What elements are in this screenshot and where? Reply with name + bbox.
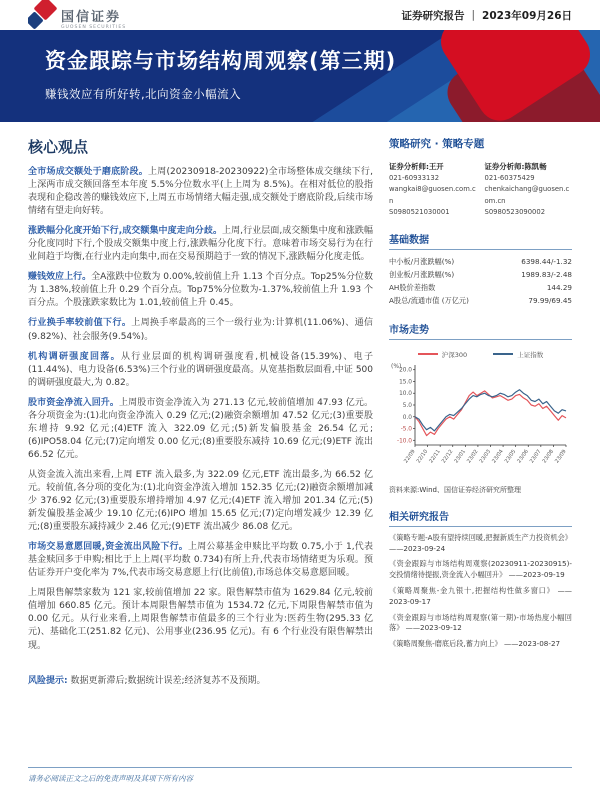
basic-data-label: AH股价差指数 <box>389 282 436 292</box>
core-paragraph <box>28 541 373 580</box>
basic-data-heading: 基础数据 <box>389 231 572 250</box>
core-paragraph <box>28 397 373 462</box>
x-tick-label: 23/08 <box>541 448 556 465</box>
content-area <box>0 122 600 686</box>
core-viewpoints-column <box>28 134 373 686</box>
y-tick-label: -5.0 <box>400 426 412 433</box>
basic-data-value: 6398.44/-1.32 <box>521 257 572 267</box>
basic-data-table <box>389 256 572 308</box>
x-tick-label: 23/05 <box>503 448 518 465</box>
risk-note <box>28 673 373 686</box>
x-tick-label: 23/07 <box>528 448 543 465</box>
section-label: 策略研究 · 策略专题 <box>389 138 485 150</box>
paragraph-body: 全A涨跌中位数为 0.00%,较前值上升 1.13 个百分点。Top25%分位数为 1.38%,较前值上升 0.29 个百分点。Top75%分位数为-1.37%,较前值上升 1.93 个百分点。个股涨跌家数比为 1.01,较前值上升 0.45。 <box>28 272 373 309</box>
paragraph-lead: 市场交易意愿回暖,资金流出风险下行。 <box>28 542 189 553</box>
x-tick-label: 22/10 <box>415 448 430 465</box>
y-tick-label: -10.0 <box>397 438 412 445</box>
core-paragraph <box>28 587 373 652</box>
paragraph-lead: 涨跌幅分化度开始下行,成交额集中度走向分歧。 <box>28 226 223 237</box>
core-paragraph <box>28 271 373 310</box>
footer-disclaimer: 请务必阅读正文之后的免责声明及其项下所有内容 <box>28 774 193 783</box>
related-research-list <box>389 533 572 650</box>
analyst-cert: S0980523090002 <box>484 207 546 216</box>
analyst-email: wangkai8@guosen.com.cn <box>389 185 476 205</box>
brand-name: 国信证券 <box>61 9 122 25</box>
related-item: 《资金跟踪与市场结构周观察(第一期)-市场热度小幅回落》 ——2023-09-12 <box>389 612 572 633</box>
core-paragraph <box>28 469 373 534</box>
x-tick-label: 23/03 <box>478 448 493 465</box>
sidebar-column <box>389 134 572 686</box>
core-viewpoints-heading: 核心观点 <box>28 138 89 156</box>
brand-logo <box>28 0 126 30</box>
core-paragraph <box>28 317 373 343</box>
related-item: 《策略周聚焦-金九银十,把握结构性做多窗口》 ——2023-09-17 <box>389 586 572 606</box>
market-trend-chart <box>389 359 572 481</box>
y-axis-unit: (%) <box>391 362 402 370</box>
analyst-phone: 021-60933132 <box>389 174 440 183</box>
x-tick-label: 22/12 <box>440 448 455 465</box>
legend-line-icon <box>418 353 438 355</box>
paragraph-lead: 机构调研强度回落。 <box>28 351 121 362</box>
basic-data-label: A股总/流通市值 (万亿元) <box>389 295 469 305</box>
trend-legend <box>389 350 572 359</box>
analyst-role-name: 证券分析师:王开 <box>389 162 444 171</box>
report-subtitle: 赚钱效应有所好转,北向资金小幅流入 <box>45 87 242 101</box>
report-type-label: 证券研究报告 <box>401 9 465 22</box>
paragraph-lead: 全市场成交额处于磨底阶段。 <box>28 167 149 177</box>
related-item: 《资金跟踪与市场结构周观察(20230911-20230915)-交投情绪待提振,资金流入小幅回升》 ——2023-09-19 <box>389 559 572 580</box>
basic-data-row <box>389 269 572 282</box>
report-date: 2023年09月26日 <box>482 9 572 22</box>
y-tick-label: 0.0 <box>402 414 412 421</box>
chart-source: 资料来源:Wind、国信证券经济研究所整理 <box>389 485 521 494</box>
legend-item <box>418 350 467 359</box>
related-heading: 相关研究报告 <box>389 508 572 527</box>
legend-label: 沪深300 <box>441 350 468 359</box>
paragraph-body: 从资金流入流出来看,上周 ETF 流入最多,为 322.09 亿元,ETF 流出最多,为 66.52 亿元。较前值,各分项的变化为:(1)北向资金净流入增加 152.35 亿元;(2)融资余额增加减少 376.92 亿元;(3)重要股东增持增加 4.97 亿元;(4)ETF 流入增加 201.34 亿元;(5)新发偏股基金减少 19.10 亿元;(6)IPO 增加 15.65 亿元;(7)定向增发减少 12.39 亿元;(8)重要股东减持减少 2.46 亿元;(9)ETF 流出减少 86.08 亿元。 <box>28 469 373 533</box>
y-tick-label: 5.0 <box>402 402 412 409</box>
risk-body: 数据更新滞后;数据统计误差;经济复苏不及预期。 <box>70 675 266 686</box>
paragraph-body: 上周股市资金净流入为 271.13 亿元,较前值增加 47.93 亿元。各分项资金为:(1)北向资金净流入 0.29 亿元;(2)融资余额增加 47.52 亿元;(3)重要股东增持 9.92 亿元;(4)ETF 流入 322.09 亿元;(5)新发偏股基金 26.54 亿元;(6)IPO58.04 亿元;(7)定向增发 0.00 亿元;(8)重要股东减持 10.69 亿元;(9)ETF 流出 66.52 亿元。 <box>28 397 373 460</box>
guosen-logo-icon <box>28 6 54 30</box>
core-paragraph <box>28 225 373 264</box>
series-沪深300 <box>415 391 566 436</box>
y-tick-label: 20.0 <box>399 367 412 374</box>
page-footer <box>0 767 600 784</box>
report-meta <box>402 8 573 23</box>
basic-data-value: 79.99/69.45 <box>528 295 572 305</box>
related-item: 《策略周聚焦-磨底后段,蓄力向上》 ——2023-08-27 <box>389 639 561 649</box>
series-上证指数 <box>415 390 566 431</box>
paragraph-lead: 赚钱效应上行。 <box>28 272 92 283</box>
basic-data-row <box>389 282 572 295</box>
legend-item <box>493 350 543 359</box>
analyst-role-name: 证券分析师:陈凯畅 <box>484 162 547 171</box>
related-item: 《策略专题-A股有望持续回暖,把握新质生产力投资机会》 ——2023-09-24 <box>389 532 572 553</box>
core-paragraphs <box>28 166 373 653</box>
paragraph-lead: 股市资金净流入回升。 <box>28 397 120 408</box>
y-tick-label: 15.0 <box>399 379 412 386</box>
x-tick-label: 23/09 <box>554 448 568 465</box>
y-tick-label: 10.0 <box>399 391 412 398</box>
paragraph-body: 上周(20230918-20230922)全市场整体成交继续下行,上深两市成交额回落至本年度 5.5%分位数水平(上上周为 8.5%)。在相对低位的股指表现和企稳改善的赚钱效应下,上周五市场情绪大幅走强,成交额处于磨底阶段,后续市场情绪有望走向好转。 <box>28 167 373 217</box>
brand-name-en: GUOSEN SECURITIES <box>61 25 127 30</box>
title-banner <box>0 30 600 122</box>
meta-divider: | <box>471 9 476 21</box>
risk-lead: 风险提示: <box>28 675 68 686</box>
core-paragraph <box>28 351 373 390</box>
paragraph-body: 上周换手率最高的三个一级行业为:计算机(11.06%)、通信(9.82%)、社会服务(9.54%)。 <box>28 318 373 342</box>
paragraph-body: 上周限售解禁家数为 121 家,较前值增加 22 家。限售解禁市值为 1629.84 亿元,较前值增加 660.85 亿元。预计本周限售解禁市值为 1534.72 亿元,下周限售解禁市值为 0.00 亿元。从行业来看,上周限售解禁市值最多的三个行业为:医药生物(295.33 亿元)、基础化工(251.82 亿元)、公用事业(236.95 亿元)。有 6 个行业没有限售解禁出现。 <box>28 588 373 651</box>
analysts-block <box>389 161 572 218</box>
market-trend-heading: 市场走势 <box>389 321 572 340</box>
analyst-cert: S0980521030001 <box>389 207 450 216</box>
paragraph-body: 从行业层面的机构调研强度看,机械设备(15.39%)、电子(11.44%)、电力设备(6.53%)三个行业的调研强度最高。从宽基指数层面看,中证 500 的调研强度最大,为 0.82。 <box>28 351 373 388</box>
paragraph-body: 上周,行业层面,成交额集中度和涨跌幅分化度同时下行,个股成交额集中度上行,涨跌幅分化度下行。意味着市场交易行为在行业间趋于均衡,在行业内走向集中,而在交易预期趋于一致的情况下,涨跌幅分化度走低。 <box>28 226 373 263</box>
basic-data-label: 中小板/月涨跌幅(%) <box>389 257 455 267</box>
basic-data-row <box>389 295 572 308</box>
x-tick-label: 22/09 <box>403 448 417 465</box>
x-tick-label: 23/04 <box>491 448 505 465</box>
paragraph-lead: 行业换手率较前值下行。 <box>28 318 132 329</box>
core-paragraph <box>28 166 373 218</box>
report-title: 资金跟踪与市场结构周观察(第三期) <box>45 49 397 73</box>
basic-data-label: 创业板/月涨跌幅(%) <box>389 269 455 279</box>
x-tick-label: 23/02 <box>466 448 480 465</box>
analyst-card <box>485 161 573 218</box>
legend-line-icon <box>493 353 513 355</box>
basic-data-value: 1989.83/-2.48 <box>521 269 572 279</box>
x-tick-label: 23/06 <box>516 448 530 465</box>
x-tick-label: 22/11 <box>428 448 442 465</box>
brand-text <box>61 11 126 30</box>
paragraph-body: 上周公募基金申赎比平均数 0.75,小于 1,代表基金赎回多于申购;相比于上上周(平均数 0.734)有所上升,代表市场情绪更为乐观。预估证券开户变化率为 7%,代表市场交易意愿上行(比前值),市场总体交易意愿回暖。 <box>28 542 374 579</box>
analyst-email: chenkaichang@guosen.com.cn <box>484 185 570 205</box>
analyst-card <box>389 161 477 218</box>
x-tick-label: 23/01 <box>453 448 467 465</box>
basic-data-value: 144.29 <box>546 282 572 292</box>
legend-label: 上证指数 <box>517 350 544 359</box>
header-bar <box>0 0 600 30</box>
footer-divider <box>28 767 572 768</box>
basic-data-row <box>389 256 572 269</box>
analyst-phone: 021-60375429 <box>484 174 535 183</box>
